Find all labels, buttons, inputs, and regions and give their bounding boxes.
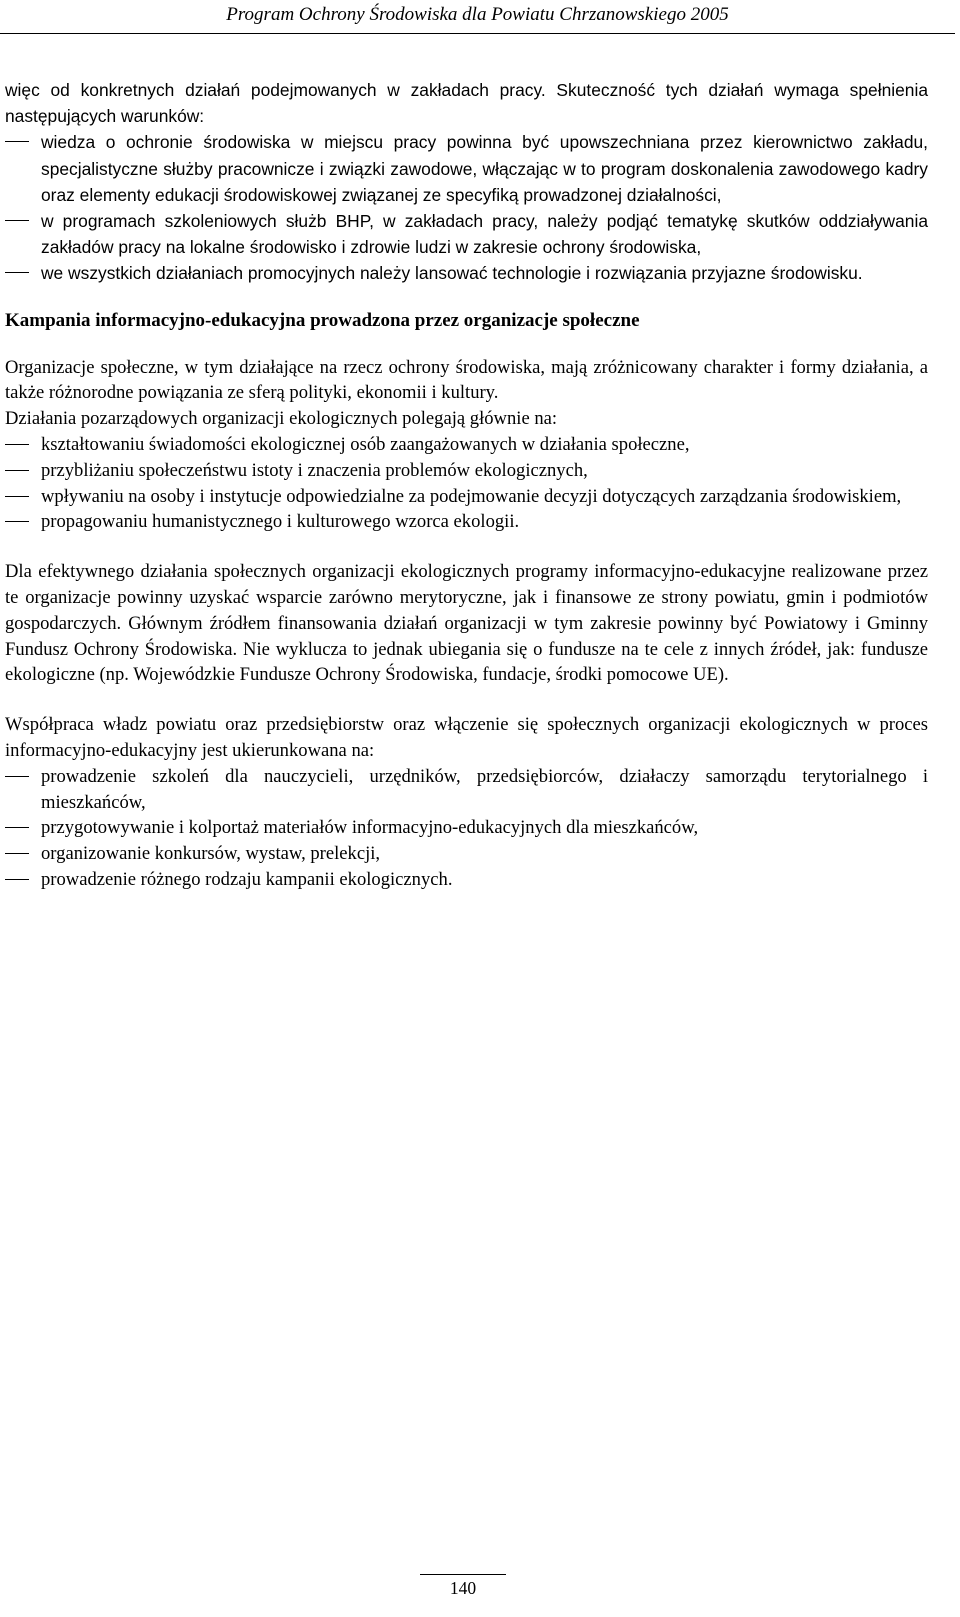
list-item: prowadzenie różnego rodzaju kampanii ekologicznych. — [5, 867, 928, 893]
list-item: we wszystkich działaniach promocyjnych należy lansować technologie i rozwiązania przyjazne środowisku. — [5, 260, 928, 286]
paragraph: Dla efektywnego działania społecznych organizacji ekologicznych programy informacyjno-edukacyjne realizowane przez te organizacje powinny uzyskać wsparcie zarówno merytoryczne, jak i finansowe ze strony powiatu, gmin i podmiotów gospodarczych. Głównym źródłem finansowania działań organizacji w tym zakresie powinny być Powiatowy i Gminny Fundusz Ochrony Środowiska. Nie wyklucza to jednak ubiegania się o fundusze na te cele z innych źródeł, jak: fundusze ekologiczne (np. Wojewódzkie Fundusze Ochrony Środowiska, fundacje, środki pomocowe UE). — [5, 561, 928, 686]
cooperation-list — [5, 764, 928, 893]
list-item: wpływaniu na osoby i instytucje odpowiedzialne za podejmowanie decyzji dotyczących zarządzania środowiskiem, — [5, 484, 928, 510]
list-item: kształtowaniu świadomości ekologicznej osób zaangażowanych w działania społeczne, — [5, 432, 928, 458]
list-item: prowadzenie szkoleń dla nauczycieli, urzędników, przedsiębiorców, działaczy samorządu terytorialnego i mieszkańców, — [5, 764, 928, 816]
paragraph: Współpraca władz powiatu oraz przedsiębiorstw oraz włączenie się społecznych organizacji ekologicznych w proces informacyjno-edukacyjny jest ukierunkowana na: — [5, 714, 928, 761]
intro-block — [5, 77, 928, 287]
section-heading: Kampania informacyjno-edukacyjna prowadzona przez organizacje społeczne — [5, 309, 640, 331]
header-rule — [0, 33, 955, 34]
page-body — [5, 77, 928, 893]
list-item: w programach szkoleniowych służb BHP, w zakładach pracy, należy podjąć tematykę skutków oddziaływania zakładów pracy na lokalne środowisko i zdrowie ludzi w zakresie ochrony środowiska, — [5, 208, 928, 260]
paragraph: Organizacje społeczne, w tym działające na rzecz ochrony środowiska, mają zróżnicowany charakter i formy działania, a także różnorodne powiązania ze sferą polityki, ekonomii i kultury. — [5, 356, 928, 404]
page-number: 140 — [420, 1574, 506, 1601]
intro-list — [5, 129, 928, 286]
running-header: Program Ochrony Środowiska dla Powiatu Chrzanowskiego 2005 — [226, 4, 729, 25]
section-block — [5, 309, 928, 893]
paragraph: Działania pozarządowych organizacji ekologicznych polegają głównie na: — [5, 408, 558, 430]
list-item: wiedza o ochronie środowiska w miejscu pracy powinna być upowszechniana przez kierownictwo zakładu, specjalistyczne służby pracownicze i związki zawodowe, włączając w to program doskonalenia zawodowego kadry oraz elementy edukacji środowiskowej związanej ze specyfiką prowadzonej działalności, — [5, 129, 928, 208]
list-item: propagowaniu humanistycznego i kulturowego wzorca ekologii. — [5, 509, 928, 535]
activities-list — [5, 432, 928, 535]
list-item: przybliżaniu społeczeństwu istoty i znaczenia problemów ekologicznych, — [5, 458, 928, 484]
list-item: organizowanie konkursów, wystaw, prelekcji, — [5, 841, 928, 867]
intro-paragraph: więc od konkretnych działań podejmowanych w zakładach pracy. Skuteczność tych działań wymaga spełnienia następujących warunków: — [5, 80, 928, 127]
list-item: przygotowywanie i kolportaż materiałów informacyjno-edukacyjnych dla mieszkańców, — [5, 815, 928, 841]
